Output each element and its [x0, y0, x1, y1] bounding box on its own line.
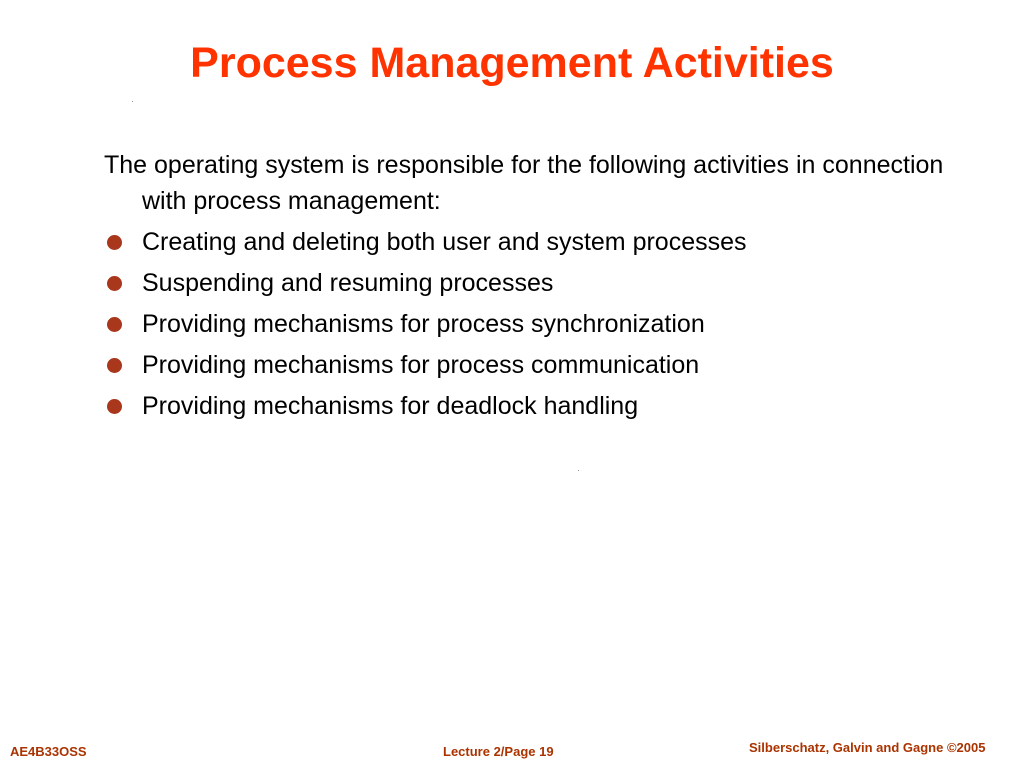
- list-item: [104, 224, 964, 260]
- footer-page-label: Lecture 2/Page 19: [443, 744, 554, 759]
- list-item: [104, 306, 964, 342]
- list-item: [104, 347, 964, 383]
- bullet-list: [104, 224, 964, 424]
- list-item-text: Providing mechanisms for process communication: [142, 351, 700, 379]
- artifact-speck: [132, 101, 133, 102]
- bullet-dot-icon: [107, 358, 122, 373]
- slide-title: Process Management Activities: [190, 39, 834, 87]
- footer-copyright: Silberschatz, Galvin and Gagne ©2005: [749, 740, 986, 755]
- list-item-text: Providing mechanisms for deadlock handling: [142, 392, 639, 420]
- artifact-speck: [578, 470, 579, 471]
- list-item: [104, 388, 964, 424]
- bullet-dot-icon: [107, 399, 122, 414]
- list-item-text: Suspending and resuming processes: [142, 269, 554, 297]
- list-item: [104, 265, 964, 301]
- list-item-text: Creating and deleting both user and system processes: [142, 228, 747, 256]
- list-item-text: Providing mechanisms for process synchronization: [142, 310, 705, 338]
- bullet-dot-icon: [107, 235, 122, 250]
- bullet-dot-icon: [107, 276, 122, 291]
- bullet-dot-icon: [107, 317, 122, 332]
- footer-course-code: AE4B33OSS: [10, 744, 87, 759]
- slide-content: [104, 147, 964, 429]
- intro-paragraph: The operating system is responsible for the following activities in connection with process management:: [104, 151, 944, 215]
